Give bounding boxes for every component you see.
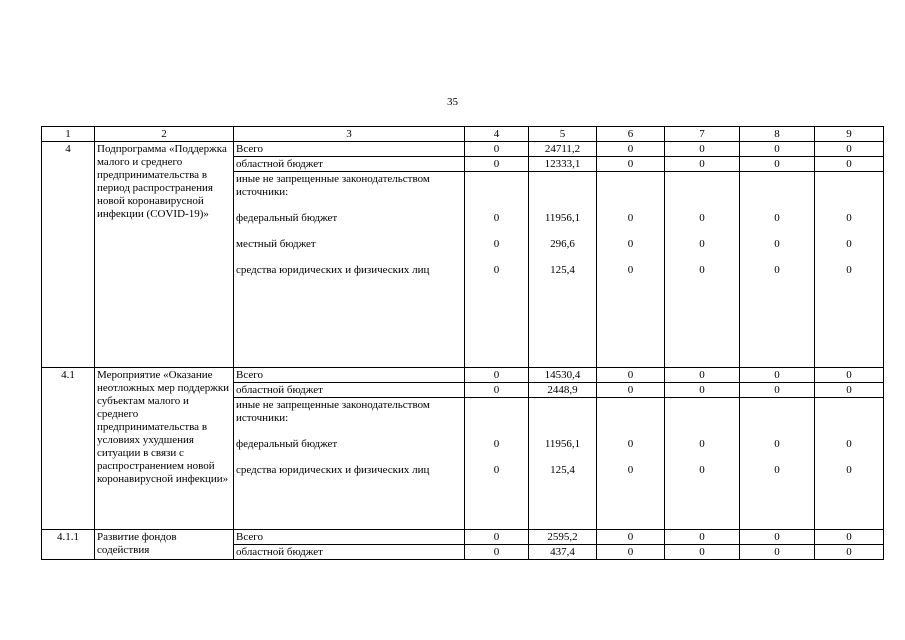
header-cell: 5 (529, 127, 597, 142)
value-cell: 0 (597, 368, 665, 383)
row-id: 4.1.1 (42, 530, 95, 560)
value-cell: 0 (597, 157, 665, 172)
row-id: 4.1 (42, 368, 95, 530)
value-cell: 11956,1 125,4 (529, 398, 597, 530)
source-label: средства юридических и физических лиц (236, 264, 430, 276)
header-cell: 8 (740, 127, 815, 142)
value-cell: 0 (465, 545, 529, 560)
source-label: Всего (234, 530, 465, 545)
value-cell: 14530,4 (529, 368, 597, 383)
table-row (42, 368, 884, 383)
value-cell: 0 0 (665, 398, 740, 530)
page-number: 35 (447, 96, 458, 108)
value-cell: 0 0 (465, 398, 529, 530)
value-cell: 0 (740, 530, 815, 545)
value-cell: 0 (740, 545, 815, 560)
value-cell: 2448,9 (529, 383, 597, 398)
value-cell: 0 (665, 545, 740, 560)
table-row (42, 142, 884, 157)
table-row (42, 530, 884, 545)
other-sources-cell (234, 172, 465, 368)
value-cell: 0 (665, 383, 740, 398)
source-label: Всего (234, 368, 465, 383)
source-label: областной бюджет (234, 545, 465, 560)
row-name: Развитие фондов содействия (95, 530, 234, 560)
value-cell: 0 (815, 383, 884, 398)
header-cell: 7 (665, 127, 740, 142)
source-label: областной бюджет (234, 157, 465, 172)
header-cell: 3 (234, 127, 465, 142)
value-cell: 0 (465, 383, 529, 398)
source-label: областной бюджет (234, 383, 465, 398)
value-cell: 437,4 (529, 545, 597, 560)
value-cell: 0 (597, 545, 665, 560)
row-name: Подпрограмма «Поддержка малого и среднего предпринимательства в период распространения новой коронавирусной инфекции (COVID-19)» (95, 142, 234, 368)
row-id: 4 (42, 142, 95, 368)
value-cell: 0 (465, 530, 529, 545)
value-cell: 0 (815, 142, 884, 157)
value-cell: 0 (740, 368, 815, 383)
value-cell: 0 0 0 (665, 172, 740, 368)
header-cell: 9 (815, 127, 884, 142)
value-cell: 0 (597, 530, 665, 545)
row-name: Мероприятие «Оказание неотложных мер поддержки субъектам малого и среднего предпринимательства в условиях ухудшения ситуации в связи с распространением новой коронавирусной инфекции» (95, 368, 234, 530)
value-cell: 0 0 0 (740, 172, 815, 368)
value-cell: 0 (665, 368, 740, 383)
value-cell: 0 (665, 142, 740, 157)
value-cell: 0 (740, 157, 815, 172)
header-cell: 4 (465, 127, 529, 142)
source-label: федеральный бюджет (236, 212, 338, 224)
value-cell: 24711,2 (529, 142, 597, 157)
source-label: средства юридических и физических лиц (236, 464, 430, 476)
budget-table (41, 126, 884, 560)
other-sources-label: иные не запрещенные законодательством источники: (236, 399, 430, 424)
value-cell: 0 (597, 383, 665, 398)
source-label: Всего (234, 142, 465, 157)
value-cell: 0 (665, 530, 740, 545)
other-sources-label: иные не запрещенные законодательством источники: (236, 173, 430, 198)
value-cell: 0 0 (597, 398, 665, 530)
value-cell: 0 (740, 383, 815, 398)
value-cell: 0 (465, 157, 529, 172)
header-cell: 1 (42, 127, 95, 142)
header-cell: 2 (95, 127, 234, 142)
value-cell: 0 0 0 (597, 172, 665, 368)
value-cell: 0 (815, 368, 884, 383)
value-cell: 0 (815, 545, 884, 560)
value-cell: 0 0 0 (815, 172, 884, 368)
value-cell: 12333,1 (529, 157, 597, 172)
value-cell: 0 0 (740, 398, 815, 530)
header-row (42, 127, 884, 142)
value-cell: 2595,2 (529, 530, 597, 545)
value-cell: 11956,1 296,6 125,4 (529, 172, 597, 368)
value-cell: 0 0 (815, 398, 884, 530)
other-sources-cell (234, 398, 465, 530)
value-cell: 0 (665, 157, 740, 172)
value-cell: 0 (465, 368, 529, 383)
source-label: федеральный бюджет (236, 438, 338, 450)
value-cell: 0 (740, 142, 815, 157)
header-cell: 6 (597, 127, 665, 142)
value-cell: 0 (597, 142, 665, 157)
value-cell: 0 0 0 (465, 172, 529, 368)
source-label: местный бюджет (236, 238, 316, 250)
value-cell: 0 (465, 142, 529, 157)
value-cell: 0 (815, 530, 884, 545)
value-cell: 0 (815, 157, 884, 172)
